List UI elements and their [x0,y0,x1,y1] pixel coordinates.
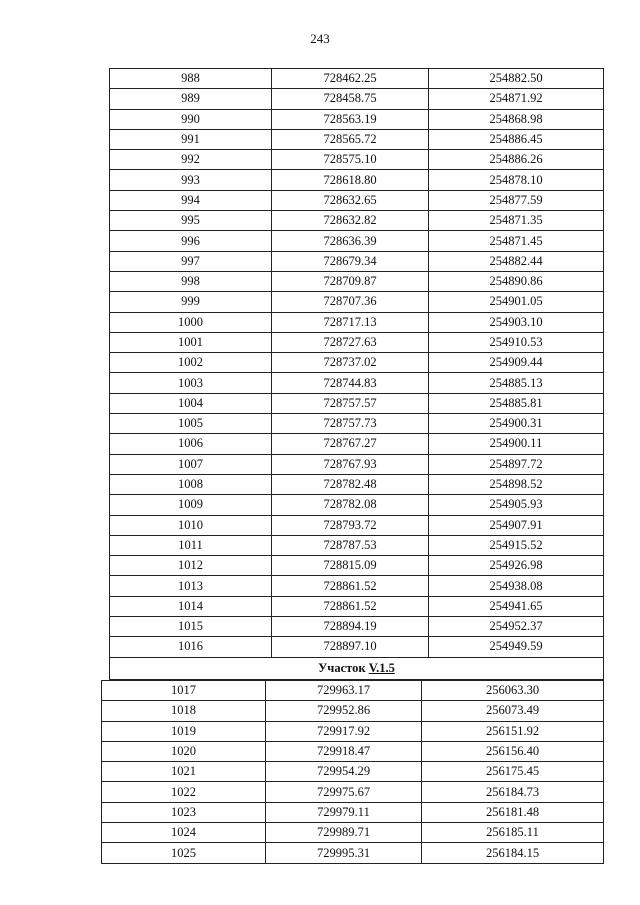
table-row [110,373,604,393]
table-row [110,515,604,535]
coordinate-y: 254900.31 [429,414,604,434]
point-number: 1017 [102,681,266,701]
table-row [102,762,604,782]
table-row [110,353,604,373]
point-number: 1010 [110,515,272,535]
table-row [102,701,604,721]
point-number: 1002 [110,353,272,373]
table-row [110,596,604,616]
table-row [110,292,604,312]
point-number: 990 [110,109,272,129]
table-row [102,823,604,843]
table-row [110,150,604,170]
coordinate-x: 728861.52 [272,596,429,616]
coordinate-x: 728632.65 [272,190,429,210]
coordinate-y: 254941.65 [429,596,604,616]
coordinate-x: 728767.93 [272,454,429,474]
coordinate-x: 729995.31 [266,843,422,863]
coordinate-y: 256184.73 [422,782,604,802]
coordinate-y: 254877.59 [429,190,604,210]
page-number: 243 [310,31,330,46]
table-row [110,211,604,231]
coordinate-y: 254926.98 [429,556,604,576]
coordinates-table-part2 [101,680,604,864]
point-number: 1013 [110,576,272,596]
point-number: 996 [110,231,272,251]
coordinate-x: 729975.67 [266,782,422,802]
coordinate-x: 728815.09 [272,556,429,576]
coordinate-y: 254882.44 [429,251,604,271]
coordinate-x: 729952.86 [266,701,422,721]
coordinate-x: 728767.27 [272,434,429,454]
coordinate-y: 254952.37 [429,617,604,637]
coordinate-x: 728897.10 [272,637,429,657]
table-row [102,681,604,701]
point-number: 1006 [110,434,272,454]
table-row [110,556,604,576]
coordinate-y: 254901.05 [429,292,604,312]
point-number: 991 [110,129,272,149]
coordinates-table-part1 [109,68,604,680]
point-number: 1012 [110,556,272,576]
coordinate-y: 254871.35 [429,211,604,231]
table-row [110,535,604,555]
table-row [110,251,604,271]
coordinate-x: 728632.82 [272,211,429,231]
point-number: 999 [110,292,272,312]
coordinate-x: 728636.39 [272,231,429,251]
coordinate-x: 728744.83 [272,373,429,393]
coordinate-y: 256175.45 [422,762,604,782]
table-row [102,741,604,761]
point-number: 988 [110,69,272,89]
section-code: V.1.5 [368,660,395,675]
coordinate-y: 254897.72 [429,454,604,474]
coordinate-x: 728861.52 [272,576,429,596]
coordinate-y: 256151.92 [422,721,604,741]
table-row [110,637,604,657]
coordinate-y: 254886.45 [429,129,604,149]
table-row [110,474,604,494]
point-number: 997 [110,251,272,271]
section-heading-row [110,657,604,679]
coordinate-y: 256185.11 [422,823,604,843]
coordinate-y: 254886.26 [429,150,604,170]
coordinate-x: 728894.19 [272,617,429,637]
table-row [102,721,604,741]
point-number: 1014 [110,596,272,616]
coordinate-x: 728793.72 [272,515,429,535]
table-row [110,170,604,190]
coordinate-x: 728737.02 [272,353,429,373]
table-row [110,495,604,515]
coordinate-x: 728462.25 [272,69,429,89]
coordinate-x: 729979.11 [266,802,422,822]
point-number: 1024 [102,823,266,843]
table-row [110,129,604,149]
coordinate-y: 254885.13 [429,373,604,393]
point-number: 995 [110,211,272,231]
point-number: 1022 [102,782,266,802]
table-row [110,617,604,637]
coordinate-x: 728458.75 [272,89,429,109]
coordinate-x: 728757.57 [272,393,429,413]
coordinate-x: 728717.13 [272,312,429,332]
coordinate-x: 728782.48 [272,474,429,494]
table-row [102,802,604,822]
coordinate-x: 728727.63 [272,332,429,352]
coordinate-x: 728679.34 [272,251,429,271]
coordinate-x: 729963.17 [266,681,422,701]
coordinate-y: 256073.49 [422,701,604,721]
table-row [110,69,604,89]
coordinate-y: 254871.45 [429,231,604,251]
point-number: 994 [110,190,272,210]
table-row [110,271,604,291]
coordinate-y: 254938.08 [429,576,604,596]
coordinate-x: 728787.53 [272,535,429,555]
point-number: 1008 [110,474,272,494]
coordinate-y: 254905.93 [429,495,604,515]
coordinate-x: 728563.19 [272,109,429,129]
coordinate-y: 254868.98 [429,109,604,129]
coordinate-x: 728757.73 [272,414,429,434]
point-number: 1009 [110,495,272,515]
coordinate-y: 254910.53 [429,332,604,352]
point-number: 1015 [110,617,272,637]
point-number: 1019 [102,721,266,741]
point-number: 992 [110,150,272,170]
table-row [102,782,604,802]
coordinate-x: 728707.36 [272,292,429,312]
table-row [110,89,604,109]
point-number: 993 [110,170,272,190]
coordinate-y: 256063.30 [422,681,604,701]
coordinate-x: 728565.72 [272,129,429,149]
coordinate-x: 729954.29 [266,762,422,782]
table-row [110,576,604,596]
table-row [110,109,604,129]
coordinate-x: 729918.47 [266,741,422,761]
point-number: 1011 [110,535,272,555]
point-number: 989 [110,89,272,109]
coordinate-y: 254903.10 [429,312,604,332]
table-row [110,454,604,474]
point-number: 1003 [110,373,272,393]
coordinate-y: 254885.81 [429,393,604,413]
point-number: 1007 [110,454,272,474]
coordinate-y: 254915.52 [429,535,604,555]
coordinate-x: 729989.71 [266,823,422,843]
point-number: 1021 [102,762,266,782]
coordinate-y: 254909.44 [429,353,604,373]
point-number: 1005 [110,414,272,434]
coordinate-y: 254871.92 [429,89,604,109]
coordinate-y: 254878.10 [429,170,604,190]
table-row [110,312,604,332]
point-number: 1020 [102,741,266,761]
point-number: 1023 [102,802,266,822]
coordinate-x: 728575.10 [272,150,429,170]
coordinate-y: 254898.52 [429,474,604,494]
point-number: 1018 [102,701,266,721]
section-prefix: Участок [318,660,366,675]
coordinate-y: 254890.86 [429,271,604,291]
coordinate-x: 728782.08 [272,495,429,515]
table-row [110,332,604,352]
coordinate-y: 254907.91 [429,515,604,535]
table-row [110,414,604,434]
table-row [110,434,604,454]
point-number: 1004 [110,393,272,413]
point-number: 1025 [102,843,266,863]
section-heading [110,657,604,679]
table-row [110,393,604,413]
coordinate-y: 256156.40 [422,741,604,761]
table-row [102,843,604,863]
coordinate-y: 254900.11 [429,434,604,454]
point-number: 1016 [110,637,272,657]
coordinate-y: 256181.48 [422,802,604,822]
coordinate-x: 728709.87 [272,271,429,291]
point-number: 998 [110,271,272,291]
coordinate-y: 254949.59 [429,637,604,657]
table-row [110,190,604,210]
coordinate-y: 254882.50 [429,69,604,89]
table-row [110,231,604,251]
coordinate-x: 729917.92 [266,721,422,741]
coordinate-x: 728618.80 [272,170,429,190]
point-number: 1001 [110,332,272,352]
point-number: 1000 [110,312,272,332]
coordinate-y: 256184.15 [422,843,604,863]
